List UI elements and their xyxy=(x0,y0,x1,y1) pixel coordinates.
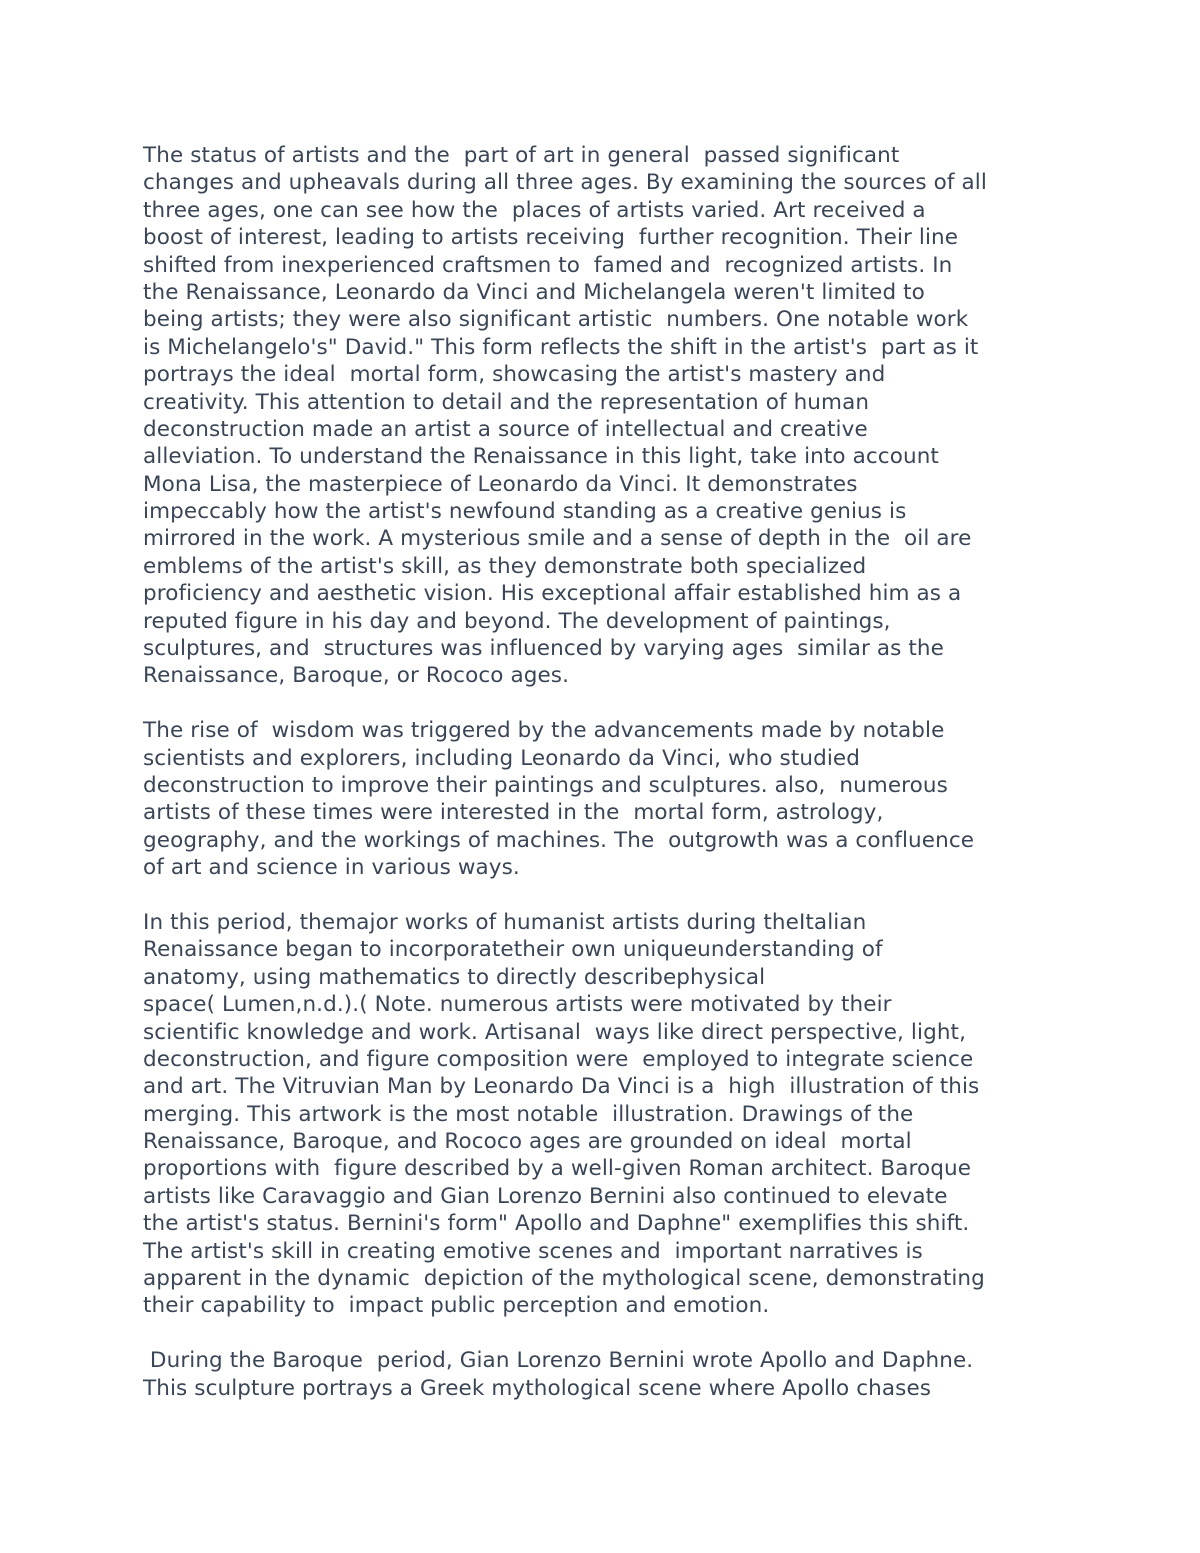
text-line: the Renaissance, Leonardo da Vinci and Michelangela weren't limited to xyxy=(143,279,925,305)
text-line: deconstruction, and figure composition were employed to integrate science xyxy=(143,1046,974,1072)
text-line: shifted from inexperienced craftsmen to famed and recognized artists. In xyxy=(143,252,953,278)
text-line: their capability to impact public perception and emotion. xyxy=(143,1293,770,1319)
text-line: boost of interest, leading to artists receiving further recognition. Their line xyxy=(143,225,959,251)
text-line: impeccably how the artist's newfound standing as a creative genius is xyxy=(143,499,907,525)
text-line: proportions with figure described by a well-given Roman architect. Baroque xyxy=(143,1156,972,1182)
text-line: emblems of the artist's skill, as they demonstrate both specialized xyxy=(143,553,867,579)
paragraph-spacer xyxy=(143,1320,1073,1347)
text-line: creativity. This attention to detail and the representation of human xyxy=(143,389,870,415)
text-line: The artist's skill in creating emotive scenes and important narratives is xyxy=(143,1238,923,1264)
text-line: This sculpture portrays a Greek mythological scene where Apollo chases xyxy=(143,1375,932,1401)
paragraph xyxy=(143,909,1073,1320)
text-line: merging. This artwork is the most notable illustration. Drawings of the xyxy=(143,1101,914,1127)
text-line: Mona Lisa, the masterpiece of Leonardo da Vinci. It demonstrates xyxy=(143,471,858,497)
paragraph xyxy=(143,1347,1073,1402)
text-line: being artists; they were also significant artistic numbers. One notable work xyxy=(143,307,969,333)
text-line: Renaissance, Baroque, and Rococo ages are grounded on ideal mortal xyxy=(143,1129,912,1155)
text-line: portrays the ideal mortal form, showcasing the artist's mastery and xyxy=(143,362,886,388)
text-line: Renaissance, Baroque, or Rococo ages. xyxy=(143,663,570,689)
text-line: deconstruction made an artist a source of intellectual and creative xyxy=(143,416,868,442)
text-line: In this period, themajor works of humanist artists during theItalian xyxy=(143,909,867,935)
text-line: artists like Caravaggio and Gian Lorenzo Bernini also continued to elevate xyxy=(143,1183,948,1209)
document-body xyxy=(143,142,1073,1402)
text-line: The rise of wisdom was triggered by the advancements made by notable xyxy=(143,718,945,744)
text-line: three ages, one can see how the places of artists varied. Art received a xyxy=(143,197,926,223)
text-line: changes and upheavals during all three ages. By examining the sources of all xyxy=(143,170,987,196)
text-line: deconstruction to improve their paintings and sculptures. also, numerous xyxy=(143,772,948,798)
paragraph xyxy=(143,142,1073,690)
paragraph-spacer xyxy=(143,882,1073,909)
text-line: reputed figure in his day and beyond. The development of paintings, xyxy=(143,608,891,634)
text-line: mirrored in the work. A mysterious smile and a sense of depth in the oil are xyxy=(143,526,972,552)
text-line: The status of artists and the part of art in general passed significant xyxy=(143,143,900,168)
text-line: proficiency and aesthetic vision. His exceptional affair established him as a xyxy=(143,581,962,607)
text-line: During the Baroque period, Gian Lorenzo Bernini wrote Apollo and Daphne. xyxy=(143,1348,974,1374)
paragraph-spacer xyxy=(143,690,1073,717)
text-line: of art and science in various ways. xyxy=(143,855,520,881)
text-line: anatomy, using mathematics to directly describephysical xyxy=(143,964,766,990)
text-line: scientists and explorers, including Leonardo da Vinci, who studied xyxy=(143,745,860,771)
text-line: apparent in the dynamic depiction of the mythological scene, demonstrating xyxy=(143,1266,985,1292)
text-line: sculptures, and structures was influenced by varying ages similar as the xyxy=(143,636,944,662)
text-line: and art. The Vitruvian Man by Leonardo Da Vinci is a high illustration of this xyxy=(143,1074,980,1100)
text-line: geography, and the workings of machines. The outgrowth was a confluence xyxy=(143,827,975,853)
text-line: the artist's status. Bernini's form" Apollo and Daphne" exemplifies this shift. xyxy=(143,1211,970,1237)
text-line: scientific knowledge and work. Artisanal ways like direct perspective, light, xyxy=(143,1019,967,1045)
text-line: space( Lumen,n.d.).( Note. numerous artists were motivated by their xyxy=(143,992,892,1018)
text-line: is Michelangelo's" David." This form reflects the shift in the artist's part as it xyxy=(143,334,979,360)
text-line: Renaissance began to incorporatetheir own uniqueunderstanding of xyxy=(143,937,883,963)
text-line: alleviation. To understand the Renaissance in this light, take into account xyxy=(143,444,939,470)
text-line: artists of these times were interested in the mortal form, astrology, xyxy=(143,800,884,826)
paragraph xyxy=(143,717,1073,881)
